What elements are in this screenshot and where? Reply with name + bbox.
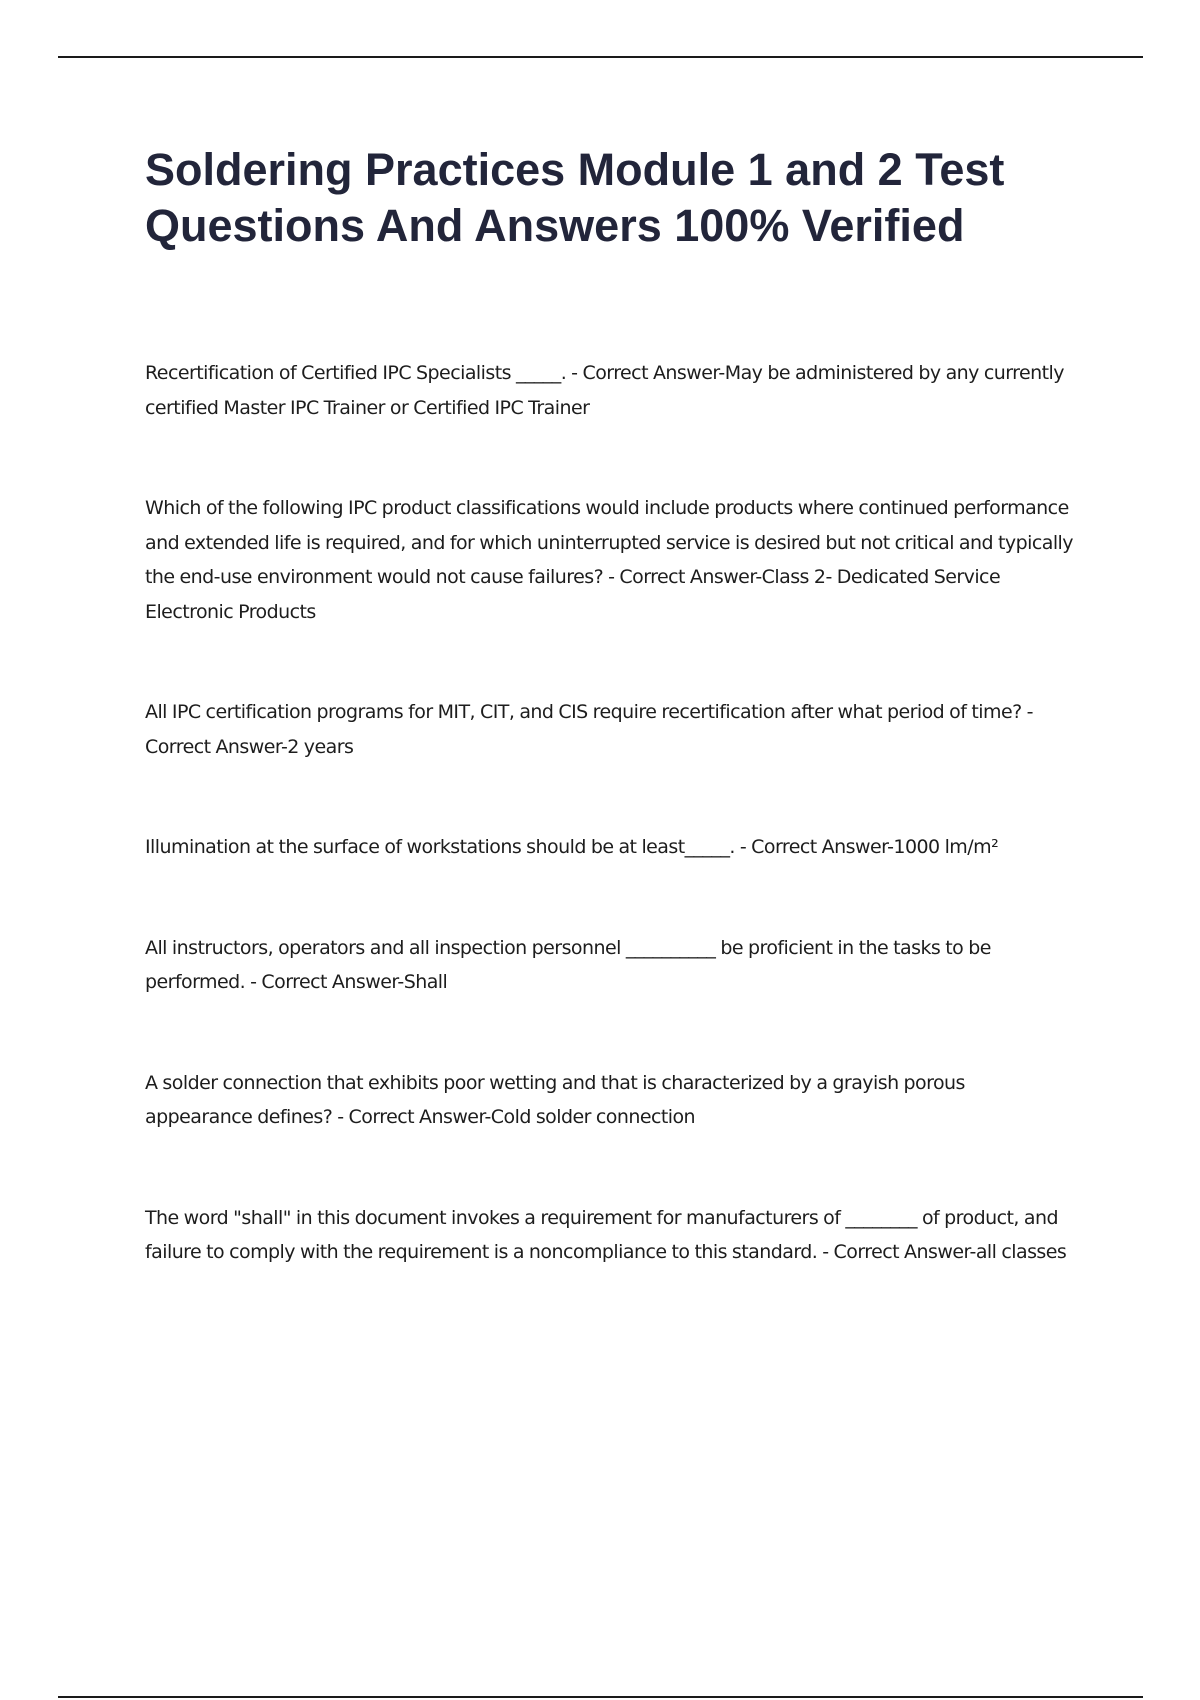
qa-item: Recertification of Certified IPC Specialists _____. - Correct Answer-May be administered by any currently certified Master IPC Trainer or Certified IPC Trainer xyxy=(145,362,1064,419)
top-divider xyxy=(58,56,1143,58)
bottom-divider xyxy=(58,1696,1143,1698)
qa-item: Which of the following IPC product classifications would include products where continued performance and extended life is required, and for which uninterrupted service is desired but not critical and typically the end-use environment would not cause failures? - Correct Answer-Class 2- Dedicated Service Electronic Products xyxy=(145,497,1073,623)
qa-item: The word "shall" in this document invokes a requirement for manufacturers of ________ of product, and failure to comply with the requirement is a noncompliance to this standard. - Correct Answer-all classes xyxy=(145,1206,1067,1263)
page-title: Soldering Practices Module 1 and 2 Test Questions And Answers 100% Verified xyxy=(145,144,1005,251)
qa-item: All instructors, operators and all inspection personnel __________ be proficient in the tasks to be performed. - Correct Answer-Shall xyxy=(145,936,991,993)
qa-item: A solder connection that exhibits poor wetting and that is characterized by a grayish porous appearance defines? - Correct Answer-Cold solder connection xyxy=(145,1071,965,1128)
qa-list xyxy=(145,356,1075,1270)
qa-item: Illumination at the surface of workstations should be at least_____. - Correct Answer-1000 lm/m² xyxy=(145,836,999,858)
qa-item: All IPC certification programs for MIT, CIT, and CIS require recertification after what period of time? - Correct Answer-2 years xyxy=(145,701,1033,758)
